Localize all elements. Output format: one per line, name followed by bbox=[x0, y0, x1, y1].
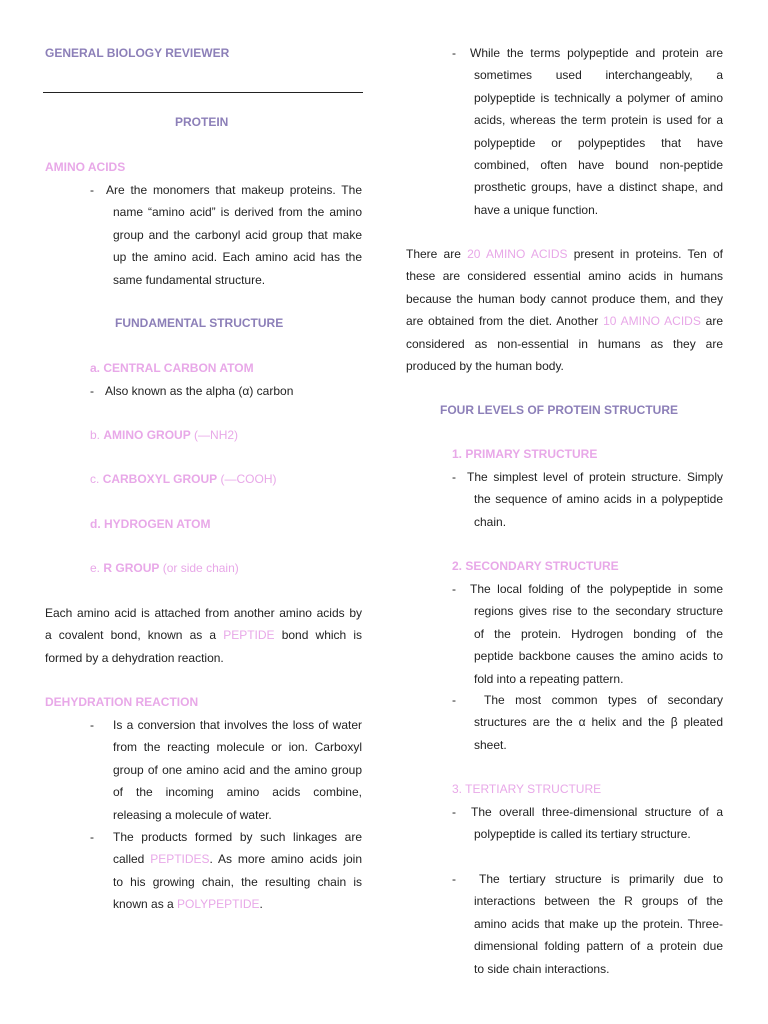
text-line: dimensional folding pattern of a protein due bbox=[474, 939, 723, 954]
section-title-protein: PROTEIN bbox=[175, 115, 229, 129]
document-title: GENERAL BIOLOGY REVIEWER bbox=[45, 46, 230, 60]
text-line: group and the carbonyl acid group that make bbox=[113, 227, 362, 242]
text-line: regions gives rise to the secondary structure bbox=[474, 604, 723, 619]
peptide-paragraph bbox=[45, 602, 362, 669]
text-fragment: . As more amino acids join bbox=[209, 852, 363, 867]
text-fragment: a covalent bond, known as a bbox=[45, 628, 217, 643]
text-line bbox=[45, 624, 362, 646]
bullet-dash: - bbox=[452, 470, 456, 484]
highlight-20-amino-acids: 20 AMINO ACIDS bbox=[467, 247, 568, 261]
amino-acids-count-paragraph bbox=[406, 243, 723, 377]
carboxyl-group-label: CARBOXYL GROUP bbox=[102, 472, 218, 486]
text-fragment: present in proteins. Ten of bbox=[573, 247, 724, 261]
title-divider bbox=[43, 92, 363, 93]
text-line bbox=[406, 310, 723, 332]
text-line: Is a conversion that involves the loss of water bbox=[113, 718, 362, 732]
text-line: Each amino acid is attached from another amino acids by bbox=[45, 606, 362, 620]
text-line: The simplest level of protein structure. Simply bbox=[467, 470, 723, 484]
item-prefix: b. bbox=[90, 428, 101, 442]
primary-bullet bbox=[467, 466, 723, 488]
heading-tertiary-structure: 3. TERTIARY STRUCTURE bbox=[452, 782, 602, 796]
item-amino-group bbox=[90, 424, 238, 446]
tertiary-bullet-1 bbox=[471, 801, 723, 823]
bullet-dash: - bbox=[452, 582, 456, 596]
text-line: amino acids that make up the protein. Three- bbox=[474, 916, 723, 931]
text-line: While the terms polypeptide and protein are bbox=[470, 46, 723, 60]
item-prefix: e. bbox=[90, 561, 101, 575]
bullet-dash: - bbox=[452, 872, 456, 886]
highlight-polypeptide: POLYPEPTIDE bbox=[177, 897, 260, 912]
item-carboxyl-group bbox=[90, 468, 277, 490]
text-line: group of one amino acid and the amino group bbox=[113, 762, 362, 777]
text-line: Are the monomers that makeup proteins. The bbox=[106, 183, 362, 197]
text-line: from the reacting molecule or ion. Carboxyl bbox=[113, 740, 362, 755]
text-line: formed by a dehydration reaction. bbox=[45, 650, 224, 665]
heading-dehydration-reaction: DEHYDRATION REACTION bbox=[45, 695, 199, 709]
highlight-10-amino-acids: 10 AMINO ACIDS bbox=[603, 314, 701, 329]
text-fragment: called bbox=[113, 852, 145, 867]
text-line: releasing a molecule of water. bbox=[113, 807, 272, 822]
secondary-bullet-2 bbox=[484, 689, 723, 711]
text-line: peptide backbone causes the amino acids to bbox=[474, 649, 723, 664]
text-line bbox=[113, 893, 362, 915]
item-central-carbon: a. CENTRAL CARBON ATOM bbox=[90, 361, 254, 375]
text-fragment: bond which is bbox=[281, 628, 362, 643]
alpha-carbon-text: Also known as the alpha (α) carbon bbox=[105, 384, 294, 398]
text-line: polypeptide is technically a polymer of amino bbox=[474, 90, 723, 105]
text-line: The local folding of the polypeptide in some bbox=[470, 582, 723, 596]
heading-four-levels: FOUR LEVELS OF PROTEIN STRUCTURE bbox=[440, 403, 679, 417]
text-line: these are considered essential amino acids in humans bbox=[406, 269, 723, 284]
amino-acids-bullet bbox=[106, 179, 362, 201]
text-line: The tertiary structure is primarily due to bbox=[479, 872, 723, 886]
item-hydrogen-atom: d. HYDROGEN ATOM bbox=[90, 517, 211, 531]
text-line: of the protein. Hydrogen bonding of the bbox=[474, 626, 723, 641]
amino-acids-bullet-cont bbox=[113, 201, 362, 291]
text-fragment: . bbox=[259, 897, 263, 912]
highlight-peptide: PEPTIDE bbox=[223, 628, 275, 643]
amino-group-label: AMINO GROUP bbox=[103, 428, 191, 442]
text-line: The most common types of secondary bbox=[484, 693, 723, 707]
tertiary-bullet-2-cont bbox=[474, 890, 723, 980]
text-fragment: There are bbox=[406, 247, 461, 261]
text-line: same fundamental structure. bbox=[113, 272, 266, 287]
text-line bbox=[113, 848, 362, 870]
text-line: up the amino acid. Each amino acid has the bbox=[113, 250, 362, 265]
text-line bbox=[406, 243, 723, 265]
carboxyl-group-formula: (—COOH) bbox=[220, 472, 277, 486]
secondary-bullet-1-cont bbox=[474, 600, 723, 690]
heading-primary-structure: 1. PRIMARY STRUCTURE bbox=[452, 447, 598, 461]
polypeptide-vs-protein-cont bbox=[474, 64, 723, 221]
item-r-group bbox=[90, 557, 239, 579]
text-line: of the incoming amino acids combine, bbox=[113, 785, 362, 800]
heading-fundamental-structure: FUNDAMENTAL STRUCTURE bbox=[115, 316, 284, 330]
text-fragment: are obtained from the diet. Another bbox=[406, 314, 599, 329]
amino-group-formula: (—NH2) bbox=[194, 428, 239, 442]
polypeptide-vs-protein-bullet bbox=[470, 42, 723, 64]
text-line: have a unique function. bbox=[474, 202, 599, 217]
text-fragment: known as a bbox=[113, 897, 174, 912]
highlight-peptides: PEPTIDES bbox=[150, 852, 210, 867]
heading-amino-acids: AMINO ACIDS bbox=[45, 160, 126, 174]
text-line: considered as non-essential in humans as they are bbox=[406, 336, 723, 351]
text-line: fold into a repeating pattern. bbox=[474, 671, 624, 686]
text-line: chain. bbox=[474, 514, 507, 529]
bullet-dash: - bbox=[90, 830, 94, 844]
text-line: produced by the human body. bbox=[406, 359, 564, 374]
heading-secondary-structure: 2. SECONDARY STRUCTURE bbox=[452, 559, 619, 573]
r-group-note: (or side chain) bbox=[162, 561, 239, 575]
text-line: sometimes used interchangeably, a bbox=[474, 68, 723, 83]
bullet-dash: - bbox=[90, 718, 94, 732]
primary-bullet-cont bbox=[474, 488, 723, 533]
tertiary-bullet-1-cont bbox=[474, 823, 723, 845]
text-line: polypeptide or polypeptides that have bbox=[474, 135, 723, 150]
text-line: name “amino acid” is derived from the amino bbox=[113, 205, 362, 220]
text-line: polypeptide is called its tertiary structure. bbox=[474, 827, 691, 842]
text-line: the sequence of amino acids in a polypeptide bbox=[474, 492, 723, 507]
text-line: to his growing chain, the resulting chain is bbox=[113, 874, 362, 889]
text-line: prosthetic groups, have a distinct shape, and bbox=[474, 180, 723, 195]
secondary-bullet-1 bbox=[470, 578, 723, 600]
bullet-dash: - bbox=[452, 693, 456, 707]
dehydration-bullet-2 bbox=[113, 826, 362, 916]
text-line: combined, often have bound non-peptide bbox=[474, 158, 723, 173]
text-line: The overall three-dimensional structure of a bbox=[471, 805, 723, 819]
text-line: to side chain interactions. bbox=[474, 961, 610, 976]
text-line: structures are the α helix and the β pleated bbox=[474, 715, 723, 730]
dehydration-bullet-1 bbox=[113, 714, 362, 826]
bullet-dash: - bbox=[90, 183, 94, 197]
r-group-label: R GROUP bbox=[103, 561, 160, 575]
bullet-dash: - bbox=[452, 805, 456, 819]
item-prefix: c. bbox=[90, 472, 100, 486]
text-line: because the human body cannot produce them, and they bbox=[406, 291, 723, 306]
text-line: sheet. bbox=[474, 737, 507, 752]
bullet-dash: - bbox=[452, 46, 456, 60]
text-line: The products formed by such linkages are bbox=[113, 830, 362, 844]
tertiary-bullet-2 bbox=[479, 868, 723, 890]
text-fragment: are bbox=[705, 314, 724, 329]
secondary-bullet-2-cont bbox=[474, 711, 723, 756]
text-line: interactions between the R groups of the bbox=[474, 894, 723, 909]
text-line: acids, whereas the term protein is used for a bbox=[474, 113, 723, 128]
bullet-dash: - bbox=[90, 384, 94, 398]
